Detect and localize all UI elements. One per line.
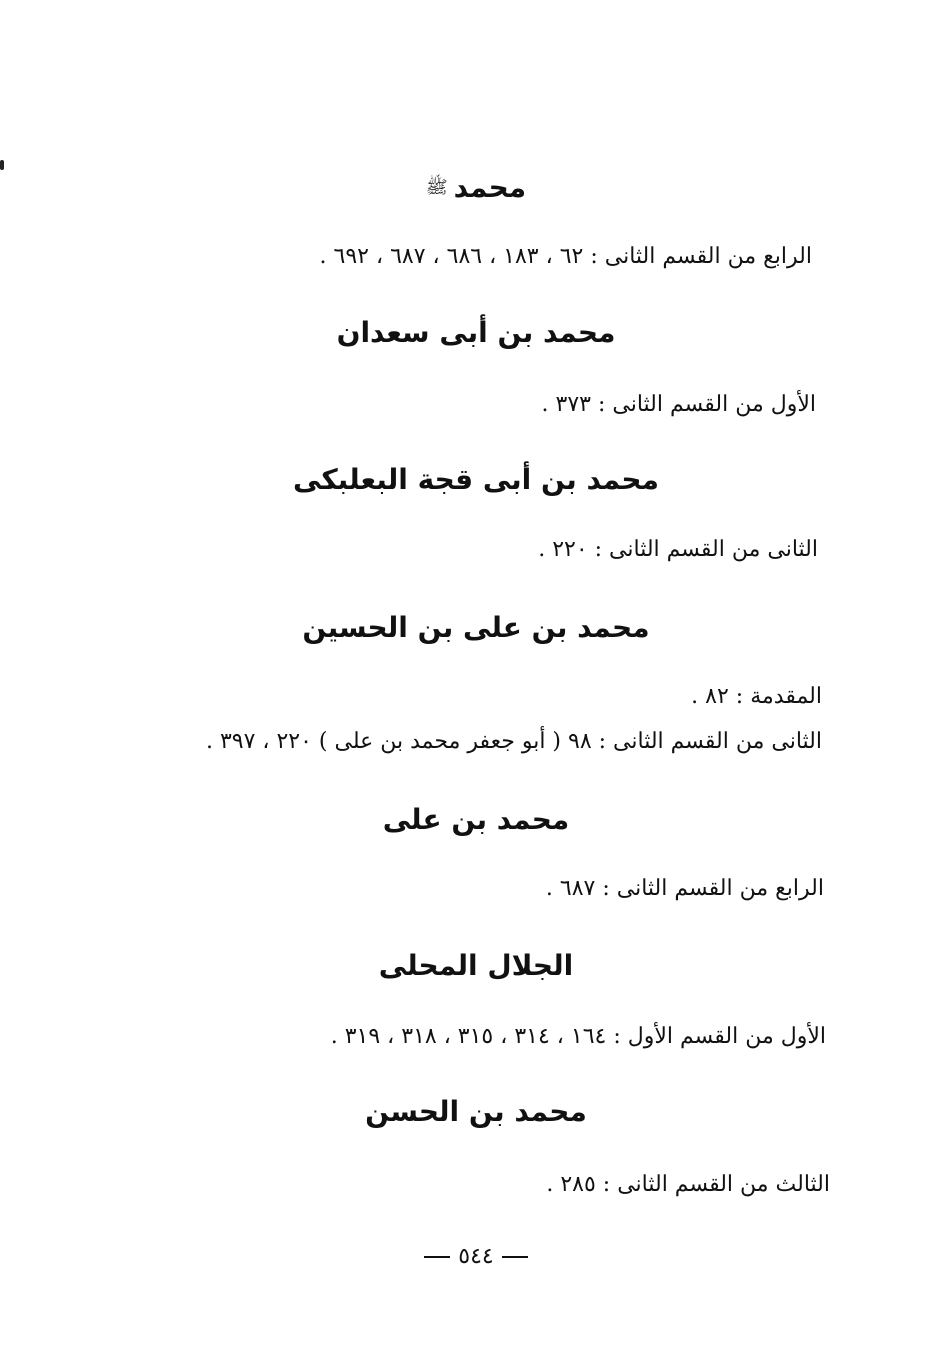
entry-reference-line: الرابع من القسم الثانى : ٦٢ ، ١٨٣ ، ٦٨٦ ، ٦٨٧ ، ٦٩٢ . bbox=[319, 244, 812, 269]
entry-heading-muhammad bbox=[0, 168, 952, 208]
entry-heading: محمد بن أبى سعدان bbox=[336, 316, 616, 349]
entry-heading: محمد بن على بن الحسين bbox=[302, 611, 650, 644]
entry-heading: الجلال المحلى bbox=[378, 949, 574, 982]
page-number-dash-right bbox=[502, 1256, 528, 1258]
entry-reference-line: الثانى من القسم الثانى : ٩٨ ( أبو جعفر محمد بن على ) ٢٢٠ ، ٣٩٧ . bbox=[205, 729, 822, 754]
entry-heading: محمد بن أبى قجة البعلبكى bbox=[293, 463, 659, 496]
entry-heading: محمد بن الحسن bbox=[365, 1095, 587, 1128]
entry-reference-line: الثانى من القسم الثانى : ٢٢٠ . bbox=[538, 537, 818, 562]
honorific-mark: ﷺ bbox=[425, 177, 448, 198]
entry-heading: محمد بن على bbox=[382, 803, 570, 836]
page-number bbox=[0, 1240, 952, 1274]
page-number-value: ٥٤٤ bbox=[458, 1244, 494, 1269]
entry-reference-line: الأول من القسم الثانى : ٣٧٣ . bbox=[541, 392, 816, 417]
entry-reference-line: المقدمة : ٨٢ . bbox=[691, 684, 822, 709]
entry-reference-line: الثالث من القسم الثانى : ٢٨٥ . bbox=[546, 1172, 830, 1197]
entry-reference-line: الأول من القسم الأول : ١٦٤ ، ٣١٤ ، ٣١٥ ، ٣١٨ ، ٣١٩ . bbox=[330, 1024, 826, 1049]
page-number-dash-left bbox=[424, 1256, 450, 1258]
heading-text: محمد bbox=[453, 171, 527, 204]
entry-reference-line: الرابع من القسم الثانى : ٦٨٧ . bbox=[545, 876, 824, 901]
